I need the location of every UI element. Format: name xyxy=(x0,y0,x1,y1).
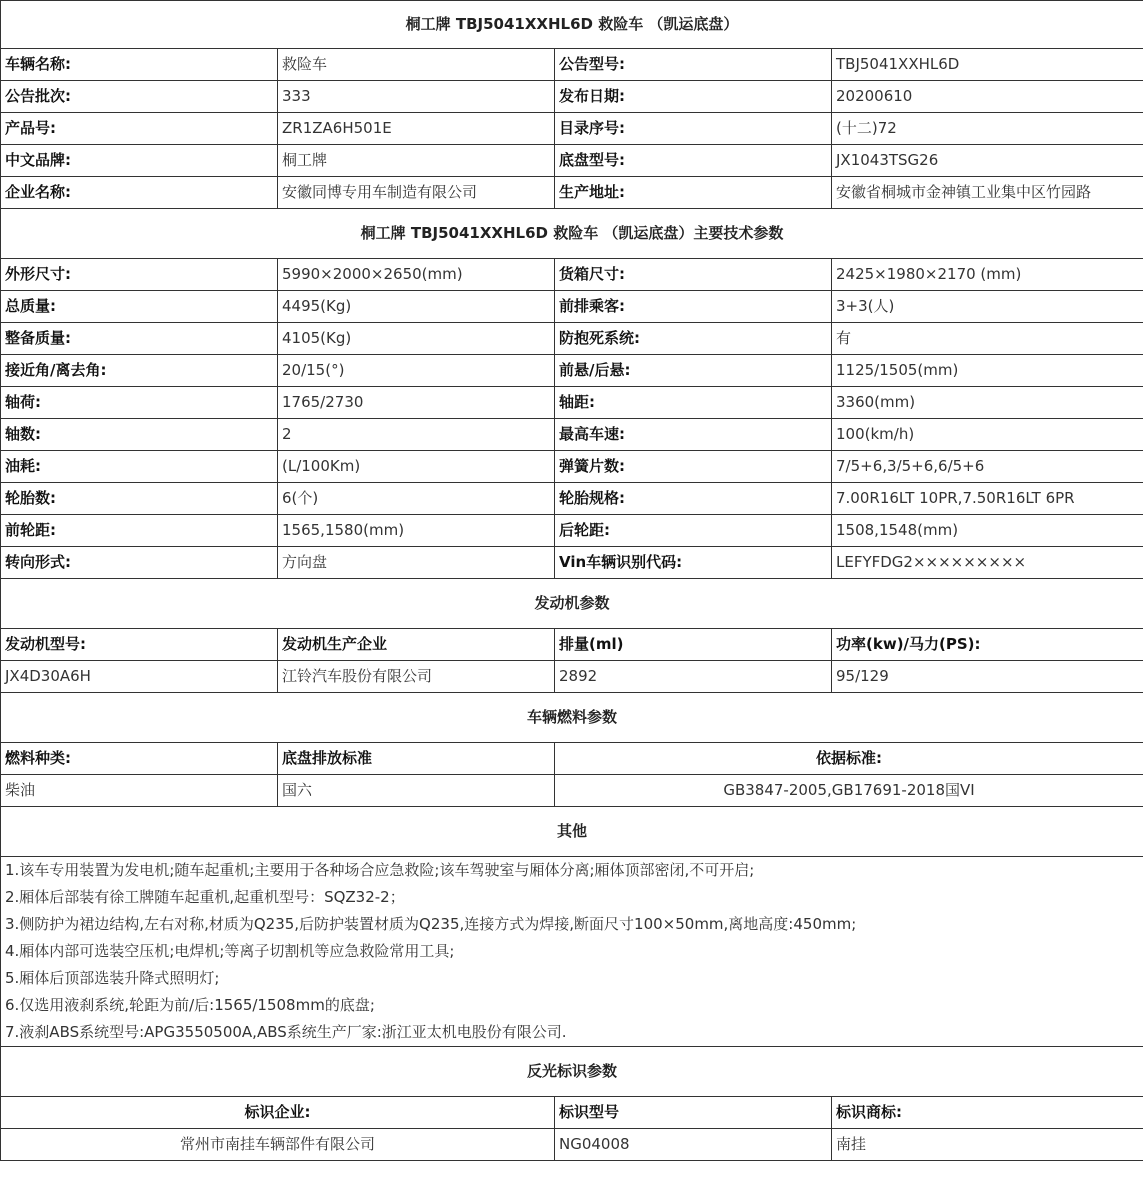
tech-row xyxy=(1,323,1143,355)
field-value: 2 xyxy=(278,419,555,451)
note-line: 5.厢体后顶部选装升降式照明灯; xyxy=(5,969,220,987)
field-label: 车辆名称: xyxy=(1,49,278,81)
column-header: 标识企业: xyxy=(1,1097,555,1129)
field-label: 货箱尺寸: xyxy=(555,259,832,291)
basic-row xyxy=(1,177,1143,209)
field-value: 有 xyxy=(832,323,1143,355)
field-label: 中文品牌: xyxy=(1,145,278,177)
other-notes-row xyxy=(1,857,1143,1047)
field-label: 弹簧片数: xyxy=(555,451,832,483)
column-header: 标识商标: xyxy=(832,1097,1143,1129)
field-label: 公告型号: xyxy=(555,49,832,81)
field-value: 7/5+6,3/5+6,6/5+6 xyxy=(832,451,1143,483)
field-label: 前悬/后悬: xyxy=(555,355,832,387)
field-label: 轴数: xyxy=(1,419,278,451)
field-label: 外形尺寸: xyxy=(1,259,278,291)
field-value: 100(km/h) xyxy=(832,419,1143,451)
notes-cell xyxy=(1,857,1143,1047)
field-label: 轴荷: xyxy=(1,387,278,419)
field-label: 油耗: xyxy=(1,451,278,483)
field-value: 333 xyxy=(278,81,555,113)
tech-row xyxy=(1,483,1143,515)
other-section-title: 其他 xyxy=(1,807,1143,857)
tech-row xyxy=(1,259,1143,291)
field-label: 轴距: xyxy=(555,387,832,419)
note-line: 4.厢体内部可选装空压机;电焊机;等离子切割机等应急救险常用工具; xyxy=(5,942,455,960)
field-value: LEFYFDG2××××××××× xyxy=(832,547,1143,579)
reflect-header-row xyxy=(1,1097,1143,1129)
section-title-row xyxy=(1,1047,1143,1097)
column-header: 功率(kw)/马力(PS): xyxy=(832,629,1143,661)
field-value: 桐工牌 xyxy=(278,145,555,177)
field-value: 1565,1580(mm) xyxy=(278,515,555,547)
page-title: 桐工牌 TBJ5041XXHL6D 救险车 （凯运底盘） xyxy=(1,1,1143,49)
column-header: 标识型号 xyxy=(555,1097,832,1129)
field-value: 1508,1548(mm) xyxy=(832,515,1143,547)
field-value: 3360(mm) xyxy=(832,387,1143,419)
field-value: 1765/2730 xyxy=(278,387,555,419)
basic-row xyxy=(1,113,1143,145)
field-value: TBJ5041XXHL6D xyxy=(832,49,1143,81)
column-header: 底盘排放标准 xyxy=(278,743,555,775)
field-label: 前排乘客: xyxy=(555,291,832,323)
engine-value-row xyxy=(1,661,1143,693)
field-label: 产品号: xyxy=(1,113,278,145)
column-header: 排量(ml) xyxy=(555,629,832,661)
note-line: 1.该车专用装置为发电机;随车起重机;主要用于各种场合应急救险;该车驾驶室与厢体分离;厢体顶部密闭,不可开启; xyxy=(5,861,755,879)
column-value: JX4D30A6H xyxy=(1,661,278,693)
column-value: NG04008 xyxy=(555,1129,832,1161)
spec-table-body xyxy=(1,1,1143,1161)
field-value: 2425×1980×2170 (mm) xyxy=(832,259,1143,291)
field-value: 安徽同博专用车制造有限公司 xyxy=(278,177,555,209)
field-label: 企业名称: xyxy=(1,177,278,209)
tech-row xyxy=(1,451,1143,483)
section-title-row xyxy=(1,807,1143,857)
tech-section-title: 桐工牌 TBJ5041XXHL6D 救险车 （凯运底盘）主要技术参数 xyxy=(1,209,1143,259)
section-title-row xyxy=(1,579,1143,629)
field-label: 底盘型号: xyxy=(555,145,832,177)
fuel-section-title: 车辆燃料参数 xyxy=(1,693,1143,743)
tech-row xyxy=(1,419,1143,451)
section-title-row xyxy=(1,209,1143,259)
field-value: 方向盘 xyxy=(278,547,555,579)
tech-row xyxy=(1,515,1143,547)
field-label: 公告批次: xyxy=(1,81,278,113)
basic-row xyxy=(1,49,1143,81)
field-label: 目录序号: xyxy=(555,113,832,145)
field-label: 前轮距: xyxy=(1,515,278,547)
reflect-section-title: 反光标识参数 xyxy=(1,1047,1143,1097)
field-value: 1125/1505(mm) xyxy=(832,355,1143,387)
field-value: (十二)72 xyxy=(832,113,1143,145)
field-label: 发布日期: xyxy=(555,81,832,113)
field-value: 4495(Kg) xyxy=(278,291,555,323)
field-value: 3+3(人) xyxy=(832,291,1143,323)
engine-section-title: 发动机参数 xyxy=(1,579,1143,629)
field-value: JX1043TSG26 xyxy=(832,145,1143,177)
column-value: 2892 xyxy=(555,661,832,693)
field-value: 4105(Kg) xyxy=(278,323,555,355)
note-line: 7.液刹ABS系统型号:APG3550500A,ABS系统生产厂家:浙江亚太机电股份有限公司. xyxy=(5,1023,567,1041)
field-value: 安徽省桐城市金神镇工业集中区竹园路 xyxy=(832,177,1143,209)
section-title-row xyxy=(1,693,1143,743)
fuel-value-row xyxy=(1,775,1143,807)
field-label: 轮胎数: xyxy=(1,483,278,515)
tech-row xyxy=(1,291,1143,323)
column-value: 柴油 xyxy=(1,775,278,807)
field-label: 防抱死系统: xyxy=(555,323,832,355)
field-value: 7.00R16LT 10PR,7.50R16LT 6PR xyxy=(832,483,1143,515)
field-label: Vin车辆识别代码: xyxy=(555,547,832,579)
note-line: 3.侧防护为裙边结构,左右对称,材质为Q235,后防护装置材质为Q235,连接方式为焊接,断面尺寸100×50mm,离地高度:450mm; xyxy=(5,915,857,933)
column-value: 南挂 xyxy=(832,1129,1143,1161)
field-label: 后轮距: xyxy=(555,515,832,547)
field-value: 20200610 xyxy=(832,81,1143,113)
column-header: 依据标准: xyxy=(555,743,1143,775)
column-header: 燃料种类: xyxy=(1,743,278,775)
note-line: 6.仅选用液刹系统,轮距为前/后:1565/1508mm的底盘; xyxy=(5,996,375,1014)
column-value: GB3847-2005,GB17691-2018国VI xyxy=(555,775,1143,807)
field-label: 接近角/离去角: xyxy=(1,355,278,387)
basic-row xyxy=(1,81,1143,113)
column-value: 国六 xyxy=(278,775,555,807)
column-value: 常州市南挂车辆部件有限公司 xyxy=(1,1129,555,1161)
column-header: 发动机生产企业 xyxy=(278,629,555,661)
field-value: ZR1ZA6H501E xyxy=(278,113,555,145)
tech-row xyxy=(1,547,1143,579)
field-label: 最高车速: xyxy=(555,419,832,451)
column-header: 发动机型号: xyxy=(1,629,278,661)
reflect-value-row xyxy=(1,1129,1143,1161)
field-label: 生产地址: xyxy=(555,177,832,209)
field-value: 救险车 xyxy=(278,49,555,81)
field-value: 6(个) xyxy=(278,483,555,515)
field-value: 5990×2000×2650(mm) xyxy=(278,259,555,291)
field-label: 轮胎规格: xyxy=(555,483,832,515)
field-label: 整备质量: xyxy=(1,323,278,355)
fuel-header-row xyxy=(1,743,1143,775)
note-line: 2.厢体后部装有徐工牌随车起重机,起重机型号：SQZ32-2； xyxy=(5,888,405,906)
tech-row xyxy=(1,387,1143,419)
engine-header-row xyxy=(1,629,1143,661)
column-value: 江铃汽车股份有限公司 xyxy=(278,661,555,693)
basic-row xyxy=(1,145,1143,177)
column-value: 95/129 xyxy=(832,661,1143,693)
field-value: 20/15(°) xyxy=(278,355,555,387)
tech-row xyxy=(1,355,1143,387)
field-label: 转向形式: xyxy=(1,547,278,579)
field-value: (L/100Km) xyxy=(278,451,555,483)
field-label: 总质量: xyxy=(1,291,278,323)
title-row xyxy=(1,1,1143,49)
